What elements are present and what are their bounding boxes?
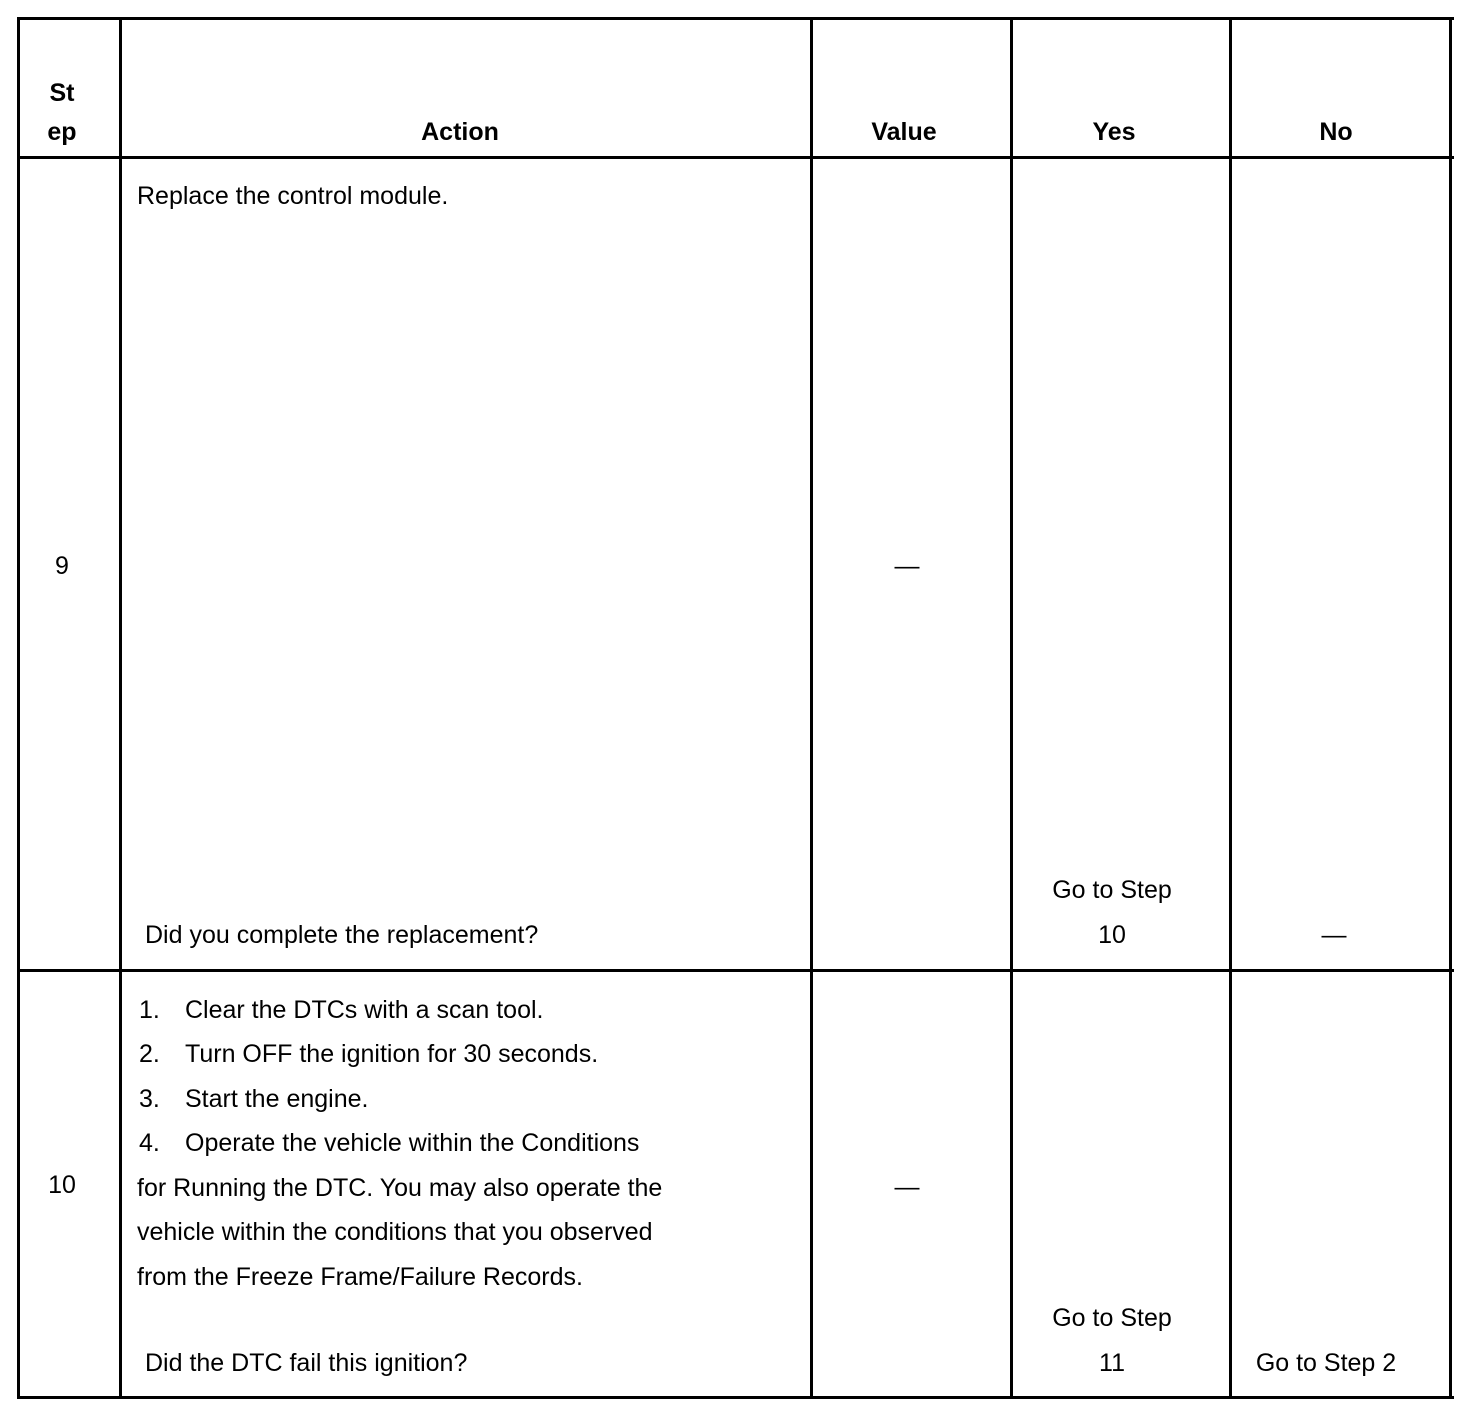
list-item-number: 3. (139, 1085, 160, 1113)
yes-cell-line1: Go to Step (1052, 1304, 1172, 1332)
step-number: 9 (55, 552, 69, 580)
list-item-number: 1. (139, 996, 160, 1024)
column-divider-value (1010, 17, 1013, 1399)
header-step-line2: ep (47, 118, 77, 146)
action-continuation: vehicle within the conditions that you observed (137, 1218, 653, 1246)
value-cell: — (894, 1173, 920, 1201)
row-divider (17, 969, 1454, 972)
table-border-bottom (17, 1396, 1454, 1399)
action-question: Did the DTC fail this ignition? (145, 1349, 468, 1377)
step-number: 10 (48, 1171, 76, 1199)
column-divider-step (119, 17, 122, 1399)
table-border-left (17, 17, 20, 1399)
yes-cell-line1: Go to Step (1052, 876, 1172, 904)
list-item-text: Start the engine. (185, 1085, 369, 1113)
header-no: No (1319, 118, 1353, 146)
list-item-number: 4. (139, 1129, 160, 1157)
header-action: Action (421, 118, 499, 146)
column-divider-yes (1229, 17, 1232, 1399)
header-yes: Yes (1092, 118, 1136, 146)
header-step-line1: St (49, 79, 75, 107)
header-value: Value (871, 118, 937, 146)
table-border-top (17, 17, 1454, 20)
list-item-text: Operate the vehicle within the Conditions (185, 1129, 640, 1157)
action-continuation: for Running the DTC. You may also operate the (137, 1174, 663, 1202)
list-item-number: 2. (139, 1040, 160, 1068)
value-cell: — (894, 552, 920, 580)
header-divider (17, 156, 1454, 159)
table-border-right (1449, 17, 1452, 1399)
column-divider-action (810, 17, 813, 1399)
action-question: Did you complete the replacement? (145, 921, 539, 949)
list-item-text: Clear the DTCs with a scan tool. (185, 996, 544, 1024)
action-continuation: from the Freeze Frame/Failure Records. (137, 1263, 583, 1291)
yes-cell-line2: 11 (1099, 1349, 1125, 1377)
yes-cell-line2: 10 (1098, 921, 1126, 949)
no-cell: — (1321, 921, 1347, 949)
no-cell: Go to Step 2 (1255, 1349, 1397, 1377)
list-item-text: Turn OFF the ignition for 30 seconds. (185, 1040, 599, 1068)
action-text: Replace the control module. (137, 182, 449, 210)
